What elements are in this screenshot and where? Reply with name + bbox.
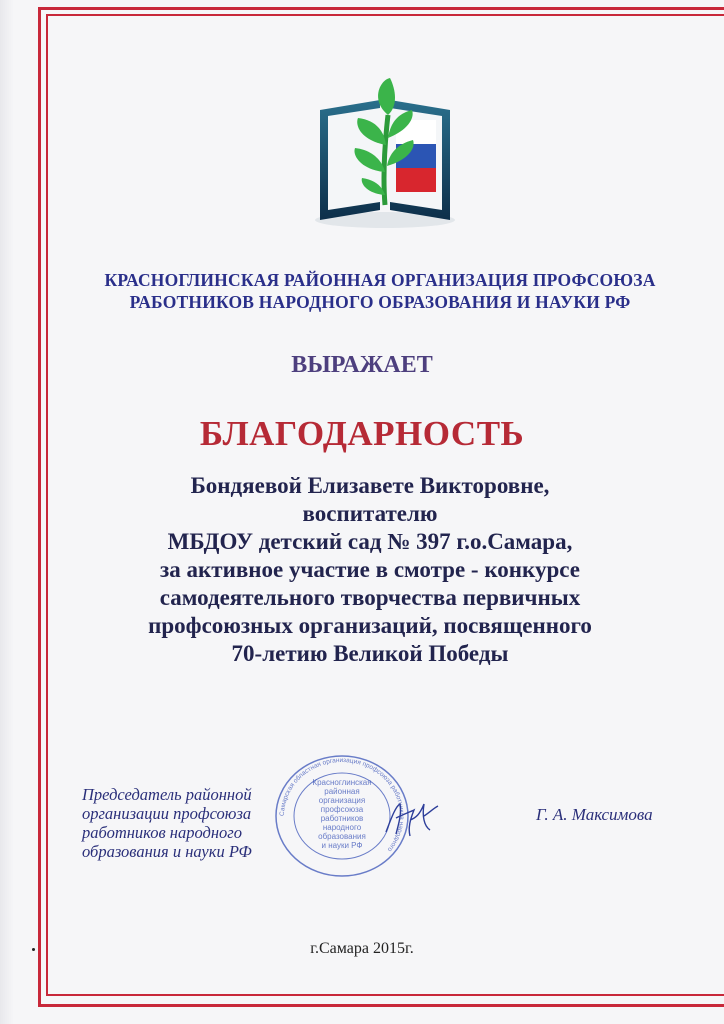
signatory-title — [82, 785, 252, 861]
signature-icon — [380, 796, 440, 842]
award-line: Бондяевой Елизавете Викторовне, — [190, 473, 550, 498]
stamp-center-line: образования — [318, 832, 366, 841]
gratitude-heading: БЛАГОДАРНОСТЬ — [199, 414, 525, 453]
border-left-inner — [46, 14, 48, 994]
border-bottom-inner — [46, 994, 724, 996]
award-line: воспитателю — [302, 501, 438, 526]
stamp-center-line: работников — [320, 814, 364, 823]
signatory-title-line: образования и науки РФ — [82, 842, 252, 861]
signatory-title-line: работников народного — [82, 823, 242, 842]
organization-line-2: РАБОТНИКОВ НАРОДНОГО ОБРАЗОВАНИЯ И НАУКИ РФ — [129, 292, 631, 312]
organization-line-1: КРАСНОГЛИНСКАЯ РАЙОННАЯ ОРГАНИЗАЦИЯ ПРОФСОЮЗА — [104, 270, 656, 290]
stamp-center-line: организация — [318, 796, 366, 805]
border-bottom-outer — [38, 1004, 724, 1007]
award-text — [60, 472, 680, 668]
scan-edge — [0, 0, 14, 1024]
signatory-title-line: Председатель районной — [82, 785, 252, 804]
stamp-center-line: профсоюза — [320, 805, 364, 814]
stamp-ring-text: Самарская областная организация профсоюза работников народного — [278, 756, 406, 853]
profsoyuz-logo-icon — [300, 70, 470, 230]
stamp-center-line: районная — [324, 787, 360, 796]
city-date: г.Самара 2015г. — [310, 940, 414, 957]
signatory-name: Г. А. Максимова — [536, 805, 653, 824]
award-line: профсоюзных организаций, посвященного — [148, 613, 592, 638]
border-top-outer — [38, 7, 724, 10]
border-top-inner — [46, 14, 724, 16]
expresses-heading: ВЫРАЖАЕТ — [291, 352, 433, 378]
award-line: 70-летию Великой Победы — [231, 641, 509, 666]
border-left-outer — [38, 7, 41, 1007]
award-line: МБДОУ детский сад № 397 г.о.Самара, — [167, 529, 573, 554]
award-line: за активное участие в смотре - конкурсе — [160, 557, 580, 582]
stamp-center-line: Красноглинская — [312, 778, 372, 787]
stamp-center-line: народного — [322, 823, 362, 832]
signatory-title-line: организации профсоюза — [82, 804, 252, 823]
stamp-center-line: и науки РФ — [321, 841, 363, 850]
award-line: самодеятельного творчества первичных — [159, 585, 581, 610]
